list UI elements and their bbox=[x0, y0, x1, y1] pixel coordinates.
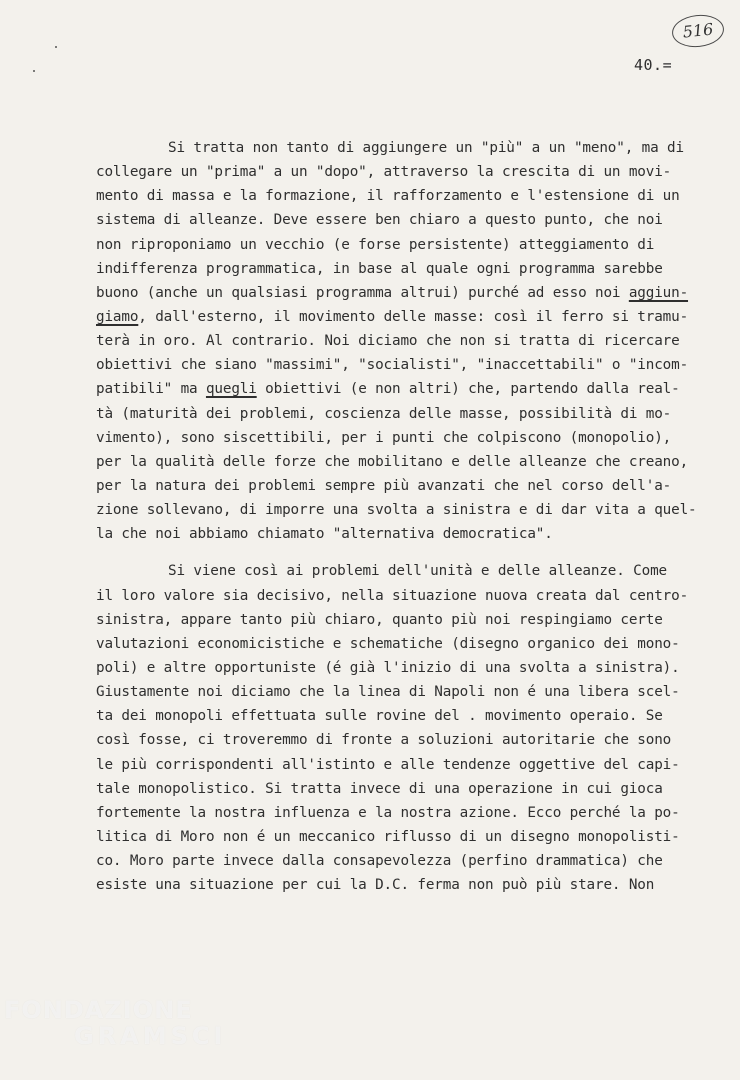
text-line bbox=[96, 329, 736, 353]
archive-stamp: 516 bbox=[670, 12, 725, 49]
watermark-line-1: FONDAZIONE bbox=[4, 996, 193, 1024]
fondazione-gramsci-watermark bbox=[4, 998, 226, 1048]
text-segment: tà (maturità dei problemi, coscienza delle masse, possibilità di mo- bbox=[96, 405, 672, 422]
text-line bbox=[96, 704, 736, 728]
text-segment: così fosse, ci troveremmo di fronte a soluzioni autoritarie che sono bbox=[96, 732, 672, 749]
text-line bbox=[96, 402, 736, 426]
text-segment: obiettivi che siano "massimi", "socialisti", "inaccettabili" o "incom- bbox=[96, 357, 689, 374]
text-segment: Giustamente noi diciamo che la linea di Napoli non é una libera scel- bbox=[96, 684, 680, 701]
text-line bbox=[96, 184, 736, 208]
text-line bbox=[96, 632, 736, 656]
text-line bbox=[96, 608, 736, 632]
text-segment: Si tratta non tanto di aggiungere un "più" a un "meno", ma di bbox=[168, 140, 684, 156]
paper-speck bbox=[33, 70, 35, 72]
text-line bbox=[96, 136, 736, 160]
text-segment: zione sollevano, di imporre una svolta a sinistra e di dar vita a quel- bbox=[96, 502, 697, 519]
paragraph bbox=[96, 136, 736, 546]
text-line bbox=[96, 353, 736, 377]
text-segment: indifferenza programmatica, in base al quale ogni programma sarebbe bbox=[96, 260, 663, 277]
underlined-word: giamo bbox=[96, 308, 139, 325]
text-segment: valutazioni economicistiche e schematiche (disegno organico dei mono- bbox=[96, 635, 680, 652]
text-line bbox=[96, 257, 736, 281]
text-segment: obiettivi (e non altri) che, partendo dalla real- bbox=[256, 381, 680, 398]
text-segment: per la natura dei problemi sempre più avanzati che nel corso dell'a- bbox=[96, 477, 672, 494]
text-segment: Si viene così ai problemi dell'unità e delle alleanze. Come bbox=[168, 563, 667, 580]
text-line bbox=[96, 753, 736, 777]
watermark-line-2: GRAMSCI bbox=[74, 1022, 227, 1050]
text-segment: litica di Moro non é un meccanico riflusso di un disegno monopolisti- bbox=[96, 828, 680, 845]
typewritten-body bbox=[96, 136, 736, 897]
text-segment: ta dei monopoli effettuata sulle rovine del . movimento operaio. Se bbox=[96, 708, 663, 725]
text-segment: per la qualità delle forze che mobilitano e delle alleanze che creano, bbox=[96, 453, 689, 470]
text-line bbox=[96, 522, 736, 546]
text-segment: poli) e altre opportuniste (é già l'inizio di una svolta a sinistra). bbox=[96, 659, 680, 676]
text-segment: , dall'esterno, il movimento delle masse: così il ferro si tramu- bbox=[138, 308, 689, 325]
text-segment: buono (anche un qualsiasi programma altrui) purché ad esso noi bbox=[96, 284, 629, 301]
text-line bbox=[96, 450, 736, 474]
text-line bbox=[96, 559, 736, 583]
text-line bbox=[96, 281, 736, 305]
text-line bbox=[96, 160, 736, 184]
text-line bbox=[96, 777, 736, 801]
text-segment: vimento), sono siscettibili, per i punti che colpiscono (monopolio), bbox=[96, 429, 672, 446]
text-segment: esiste una situazione per cui la D.C. ferma non può più stare. Non bbox=[96, 877, 655, 894]
text-segment: tale monopolistico. Si tratta invece di una operazione in cui gioca bbox=[96, 780, 663, 797]
text-line bbox=[96, 728, 736, 752]
text-line bbox=[96, 825, 736, 849]
text-line bbox=[96, 426, 736, 450]
text-line bbox=[96, 233, 736, 257]
text-line bbox=[96, 498, 736, 522]
text-segment: mento di massa e la formazione, il rafforzamento e l'estensione di un bbox=[96, 188, 680, 205]
text-segment: co. Moro parte invece dalla consapevolezza (perfino drammatica) che bbox=[96, 853, 663, 870]
text-segment: fortemente la nostra influenza e la nostra azione. Ecco perché la po- bbox=[96, 804, 680, 821]
text-segment: non riproponiamo un vecchio (e forse persistente) atteggiamento di bbox=[96, 236, 655, 253]
text-segment: sistema di alleanze. Deve essere ben chiaro a questo punto, che noi bbox=[96, 212, 663, 229]
text-line bbox=[96, 474, 736, 498]
underlined-word: aggiun- bbox=[628, 284, 689, 301]
text-line bbox=[96, 680, 736, 704]
text-line bbox=[96, 208, 736, 232]
text-segment: sinistra, appare tanto più chiaro, quanto più noi respingiamo certe bbox=[96, 611, 663, 628]
text-segment: il loro valore sia decisivo, nella situazione nuova creata dal centro- bbox=[96, 587, 689, 604]
text-line bbox=[96, 305, 736, 329]
text-segment: la che noi abbiamo chiamato "alternativa democratica". bbox=[96, 526, 553, 543]
page-number: 40.= bbox=[634, 56, 673, 74]
underlined-word: quegli bbox=[205, 381, 257, 398]
text-segment: le più corrispondenti all'istinto e alle tendenze oggettive del capi- bbox=[96, 756, 680, 773]
text-segment: terà in oro. Al contrario. Noi diciamo che non si tratta di ricercare bbox=[96, 333, 680, 350]
text-segment: patibili" ma bbox=[96, 381, 206, 398]
paragraph bbox=[96, 559, 736, 897]
text-line bbox=[96, 849, 736, 873]
text-line bbox=[96, 873, 736, 897]
text-line bbox=[96, 377, 736, 401]
paper-speck bbox=[55, 46, 57, 48]
text-line bbox=[96, 584, 736, 608]
text-line bbox=[96, 656, 736, 680]
text-line bbox=[96, 801, 736, 825]
text-segment: collegare un "prima" a un "dopo", attraverso la crescita di un movi- bbox=[96, 164, 672, 181]
